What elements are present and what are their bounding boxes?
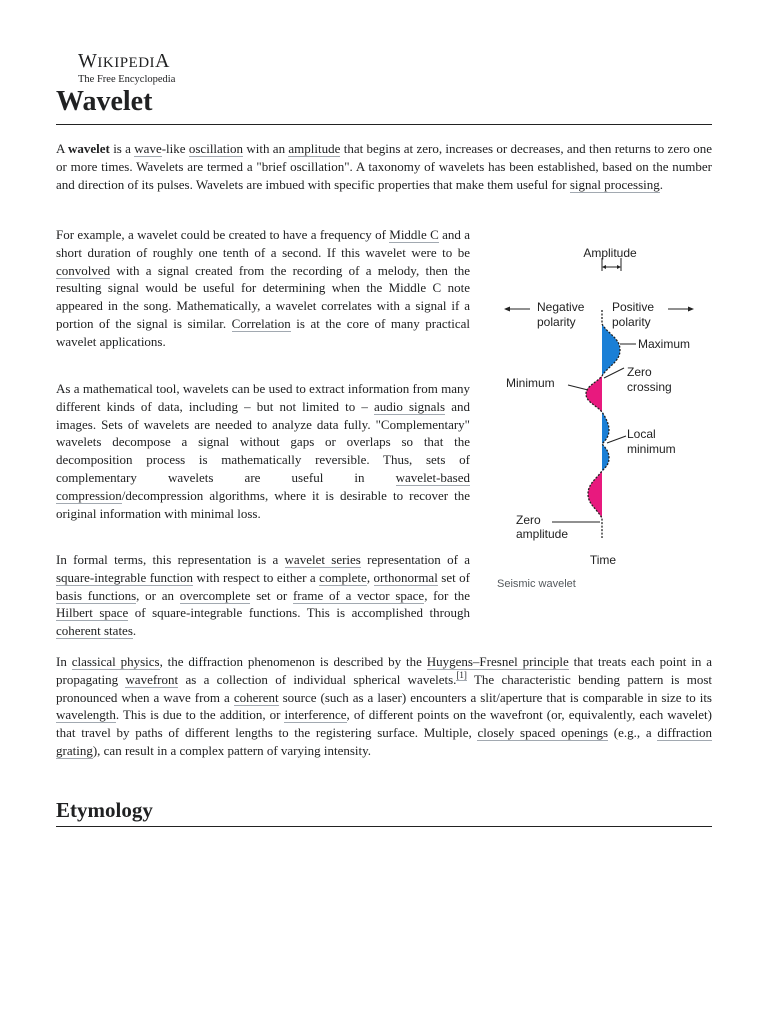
label-local-minimum-2: minimum	[627, 442, 676, 456]
amplitude-arrowhead-right	[617, 265, 621, 269]
lobe-negative-1	[586, 376, 602, 412]
link-overcomplete[interactable]: overcomplete	[179, 587, 251, 603]
link-closely-spaced[interactable]: closely spaced openings	[477, 725, 609, 741]
label-positive-2: polarity	[612, 315, 651, 329]
paragraph-formal: In formal terms, this representation is a wavelet series representation of a square-integrable function with respect to either a complete, orthonormal set of basis functions, or an overcomplete set or frame of a vector space, for the Hilbert space of square-integrable functions. This is accomplished through coherent states.	[56, 552, 470, 639]
label-zero-crossing-2: crossing	[627, 380, 672, 394]
link-amplitude[interactable]: amplitude	[288, 141, 341, 156]
label-negative-2: polarity	[537, 315, 576, 329]
reference-1[interactable]: [1]	[456, 670, 467, 681]
paragraph-intro: A wavelet is a wave-like oscillation with an amplitude that begins at zero, increases or decreases, and then returns to zero one or more times. Wavelets are termed a "brief oscillation". A taxonomy of wavelets has been established, based on the number and direction of its pulses. Wavelets are imbued with specific properties that make them useful for signal processing.	[56, 141, 713, 192]
wavelet-figure[interactable]	[496, 238, 712, 600]
link-wavefront[interactable]: wavefront	[125, 671, 179, 687]
label-local-minimum-1: Local	[627, 427, 656, 441]
link-interference[interactable]: interference	[284, 707, 347, 723]
logo-wordmark: WIKIPEDIA	[78, 50, 170, 72]
link-wavelength[interactable]: wavelength	[56, 707, 116, 723]
leader-local-minimum	[607, 436, 626, 443]
link-wavelet-compression[interactable]: wavelet-based compression	[56, 469, 470, 503]
label-zero-amplitude-1: Zero	[516, 513, 541, 527]
positive-arrowhead	[688, 307, 694, 312]
wikipedia-logo[interactable]	[78, 50, 175, 86]
link-wave[interactable]: wave	[134, 141, 162, 156]
label-zero-crossing-1: Zero	[627, 365, 652, 379]
paragraph-physics: In classical physics, the diffraction phenomenon is described by the Huygens–Fresnel principle that treats each point in a propagating wavefront as a collection of individual spherical wavelets.[1] The characteristic bending pattern is most pronounced when a wave from a coherent source (such as a laser) encounters a slit/aperture that is comparable in size to its wavelength. This is due to the addition, or interference, of different points on the wavefront (or, equivalently, each wavelet) that travel by paths of different lengths to the registering surface. Multiple, closely spaced openings (e.g., a diffraction grating), can result in a complex pattern of varying intensity.	[56, 654, 712, 758]
link-coherent-states[interactable]: coherent states	[56, 623, 133, 639]
link-classical-physics[interactable]: classical physics	[71, 654, 160, 669]
label-time: Time	[589, 553, 617, 567]
link-diffraction-grating[interactable]: diffraction grating	[56, 725, 712, 758]
negative-arrowhead	[504, 307, 510, 312]
amplitude-arrowhead-left	[602, 265, 606, 269]
link-orthonormal[interactable]: orthonormal	[373, 569, 438, 585]
link-correlation[interactable]: Correlation	[231, 315, 291, 331]
lobe-positive-1	[602, 324, 620, 376]
link-coherent[interactable]: coherent	[233, 689, 279, 705]
bold-term: wavelet	[68, 141, 110, 156]
link-basis-functions[interactable]: basis functions	[56, 587, 137, 603]
logo-tagline: The Free Encyclopedia	[78, 74, 176, 85]
label-amplitude: Amplitude	[583, 246, 637, 260]
link-complete[interactable]: complete	[319, 569, 367, 585]
lobe-positive-2	[602, 412, 609, 471]
label-zero-amplitude-2: amplitude	[516, 527, 569, 541]
label-minimum: Minimum	[506, 376, 555, 390]
link-convolved[interactable]: convolved	[56, 262, 111, 278]
section-heading-etymology: Etymology	[56, 796, 712, 827]
figure-caption: Seismic wavelet	[497, 578, 576, 590]
link-hilbert-space[interactable]: Hilbert space	[56, 605, 129, 621]
link-wavelet-series[interactable]: wavelet series	[284, 552, 361, 567]
link-oscillation[interactable]: oscillation	[188, 141, 244, 156]
link-frame[interactable]: frame of a vector space	[292, 587, 425, 603]
link-signal-processing[interactable]: signal processing	[569, 176, 660, 192]
link-middle-c[interactable]: Middle C	[389, 227, 439, 242]
wavelet-diagram	[496, 238, 712, 600]
paragraph-tool: As a mathematical tool, wavelets can be used to extract information from many different kinds of data, including – but not limited to – audio signals and images. Sets of wavelets are needed to analyze data fully. "Complementary" wavelets decompose a signal without gaps or overlaps so that the decomposition process is mathematically reversible. Thus, sets of complementary wavelets are useful in wavelet-based compression/decompression algorithms, where it is desirable to recover the original information with minimal loss.	[56, 381, 470, 521]
label-positive-1: Positive	[612, 300, 655, 314]
leader-minimum	[568, 385, 588, 390]
label-negative-1: Negative	[537, 300, 585, 314]
paragraph-example: For example, a wavelet could be created to have a frequency of Middle C and a short duration of roughly one tenth of a second. If this wavelet were to be convolved with a signal created from the recording of a melody, then the resulting signal would be useful for determining when the Middle C note appeared in the song. Mathematically, a wavelet correlates with a signal if a portion of the signal is similar. Correlation is at the core of many practical wavelet applications.	[56, 227, 470, 349]
page-title: Wavelet	[56, 82, 712, 125]
label-maximum: Maximum	[638, 337, 691, 351]
link-audio-signals[interactable]: audio signals	[373, 398, 446, 414]
lobe-negative-2	[588, 471, 602, 518]
link-huygens-fresnel[interactable]: Huygens–Fresnel principle	[426, 654, 569, 669]
link-square-integrable[interactable]: square-integrable function	[56, 569, 194, 585]
